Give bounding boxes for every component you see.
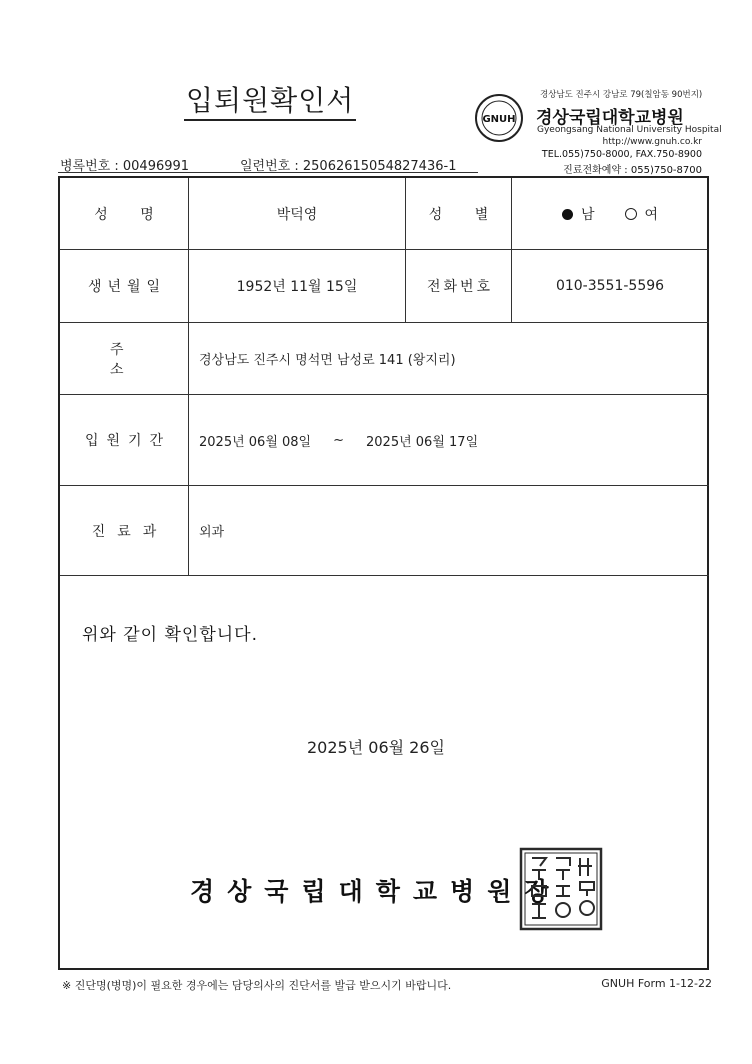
dob-label: 생년월일 — [87, 279, 167, 295]
dob-value: 1952년 11월 15일 — [236, 279, 358, 295]
hospital-address: 경상남도 진주시 강남로 79(칠암동 90번지) — [540, 90, 703, 100]
address-value: 경상남도 진주시 명석면 남성로 141 (왕지리) — [199, 353, 456, 368]
dept-value: 외과 — [199, 525, 225, 540]
sex-options — [512, 178, 708, 249]
signer-name: 경상국립대학교병원장 — [190, 877, 562, 906]
dept-label: 진료과 — [91, 523, 169, 540]
serial-number-value: 25062615054827436-1 — [302, 159, 457, 174]
address-label: 주 소 — [110, 341, 174, 378]
hospital-logo-icon — [474, 93, 524, 143]
period-value — [189, 395, 708, 485]
period-separator: ~ — [333, 432, 345, 448]
patient-number-value: 00496991 — [122, 159, 190, 174]
hospital-website: http://www.gnuh.co.kr — [602, 137, 702, 147]
selected-radio-icon — [562, 209, 573, 220]
confirmation-statement: 위와 같이 확인합니다. — [82, 625, 259, 645]
unselected-radio-icon — [625, 208, 637, 220]
sex-option-male — [562, 204, 595, 224]
period-end: 2025년 06월 17일 — [366, 434, 479, 450]
form-table — [58, 176, 709, 970]
hospital-name-en: Gyeongsang National University Hospital — [537, 125, 722, 135]
hospital-tel-fax: TEL.055)750-8000, FAX.750-8900 — [541, 149, 702, 160]
row-divider — [60, 575, 709, 576]
hospital-name: 경상국립대학교병원 — [536, 108, 684, 128]
logo-text: GNUH — [482, 114, 516, 125]
sex-label: 성 별 — [428, 206, 503, 223]
issue-date: 2025년 06월 26일 — [307, 738, 445, 757]
period-label: 입원기간 — [84, 433, 172, 449]
name-value: 박덕영 — [276, 206, 318, 223]
period-start: 2025년 06월 08일 — [199, 434, 312, 450]
meta-underline — [58, 172, 478, 173]
serial-number-label: 일련번호 : — [240, 159, 299, 174]
hospital-appointment: 진료전화예약 : 055)750-8700 — [563, 165, 702, 176]
document-title: 입퇴원확인서 — [184, 86, 356, 121]
sex-option-female — [625, 204, 659, 224]
phone-label: 전화번호 — [426, 279, 494, 295]
sex-option-male-label: 남 — [580, 206, 595, 223]
official-seal-icon — [518, 846, 604, 932]
sex-option-female-label: 여 — [644, 206, 659, 223]
patient-number-label: 병록번호 : — [60, 159, 119, 174]
phone-value: 010-3551-5596 — [555, 278, 665, 294]
name-label: 성 명 — [94, 206, 168, 223]
footnote: ※ 진단명(병명)이 필요한 경우에는 담당의사의 진단서를 발급 받으시기 바랍니다. — [62, 979, 452, 992]
form-number: GNUH Form 1-12-22 — [601, 977, 712, 990]
